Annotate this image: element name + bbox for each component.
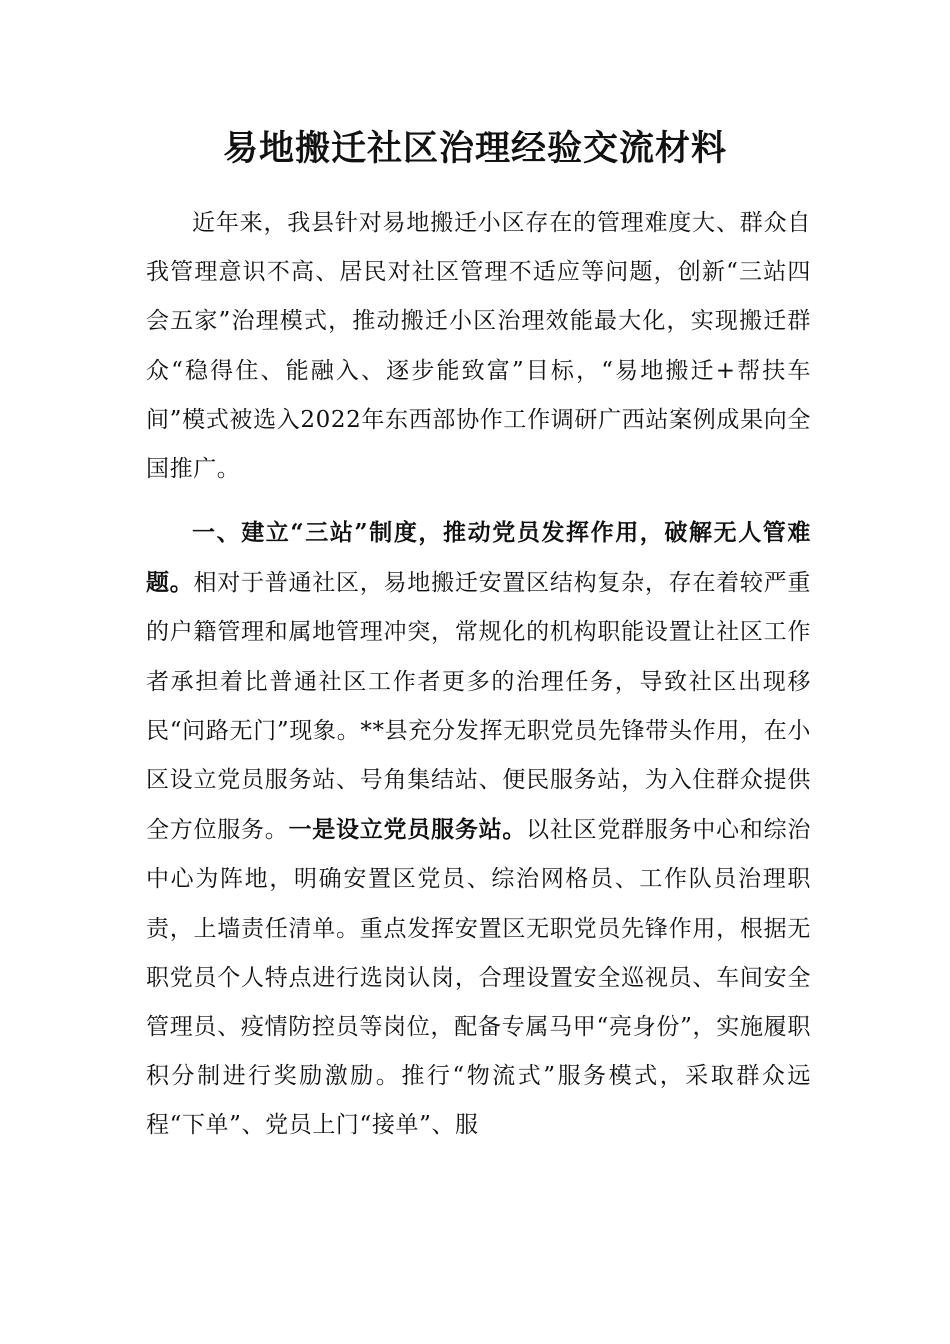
document-title: 易地搬迁社区治理经验交流材料 (222, 128, 727, 169)
section-one-text: 相对于普通社区，易地搬迁安置区结构复杂，存在着较严重的户籍管理和属地管理冲突，常规化的机构职能设置让社区工作者承担着比普通社区工作者更多的治理任务，导致社区出现移民“问路无门”现象。**县充分发挥无职党员先锋带头作用，在小区设立党员服务站、号角集结站、便民服务站，为入住群众提供全方位服务。 (146, 570, 811, 844)
section-one-subtext: 以社区党群服务中心和综治中心为阵地，明确安置区党员、综治网格员、工作队员治理职责，上墙责任清单。重点发挥安置区无职党员先锋作用，根据无职党员个人特点进行选岗认岗，合理设置安全巡视员、车间安全管理员、疫情防控员等岗位，配备专属马甲“亮身份”，实施履职积分制进行奖励激励。推行“物流式”服务模式，采取群众远程“下单”、党员上门“接单”、服 (146, 817, 811, 1139)
section-one-heading: 一、建立“三站”制度，推动党员发挥作用，破解无人管难题。 (146, 519, 811, 597)
section-one-subheading: 一是设立党员服务站。 (288, 816, 527, 844)
intro-text: 近年来，我县针对易地搬迁小区存在的管理难度大、群众自我管理意识不高、居民对社区管理不适应等问题，创新“三站四会五家”治理模式，推动搬迁小区治理效能最大化，实现搬迁群众“稳得住、能融入、逐步能致富”目标，“易地搬迁+帮扶车间”模式被选入2022年东西部协作工作调研广西站案例成果向全国推广。 (146, 210, 811, 483)
intro-paragraph (146, 199, 811, 494)
section-one-paragraph (146, 508, 811, 1151)
